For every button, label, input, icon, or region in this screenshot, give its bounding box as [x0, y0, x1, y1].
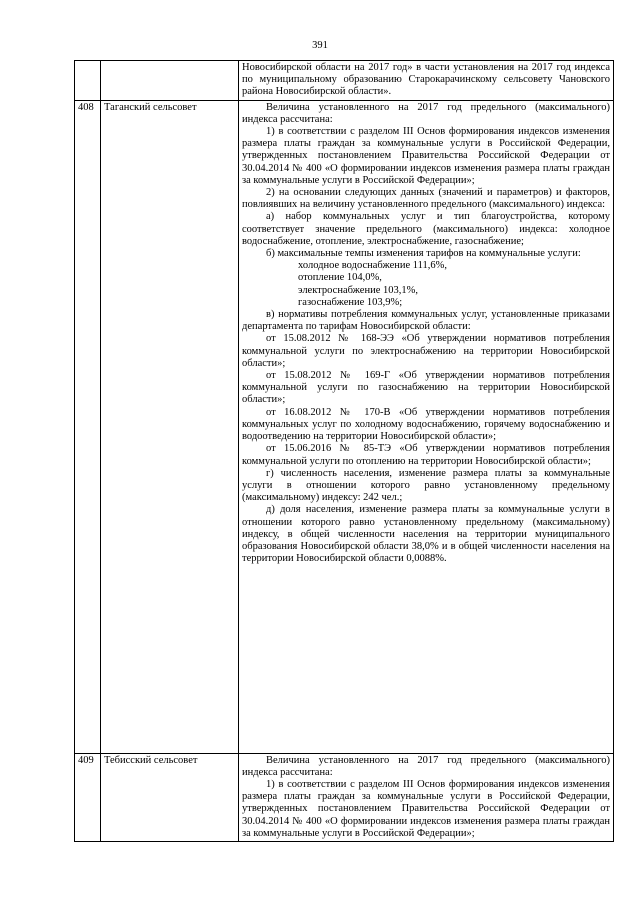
paragraph: б) максимальные темпы изменения тарифов на коммунальные услуги: — [266, 248, 581, 260]
page-number: 391 — [312, 40, 328, 51]
paragraph: д) доля населения, изменение размера платы за коммунальные услуги в отношении которого равно установленному предельному (максимальному) индексу, в общей численности населения на территории муниципального образования Новосибирской области 38,0% и в общей численности населения на территории Новосибирской области 0,0088%. — [242, 504, 610, 565]
paragraph: 2) на основании следующих данных (значений и параметров) и факторов, повлиявших на величину установленного предельного (максимального) индекса: — [242, 187, 610, 211]
table-row — [75, 753, 614, 841]
tariff-line: отопление 104,0%, — [298, 272, 382, 284]
paragraph: г) численность населения, изменение размера платы за коммунальные услуги в отношении которого равно установленному предельному (максимальному) индексу: 242 чел.; — [242, 467, 610, 504]
continuation-text: Новосибирской области на 2017 год» в части установления на 2017 год индекса по муниципальному образованию Старокарачинскому сельсовету Чановского района Новосибирской области». — [242, 62, 610, 98]
paragraph: Величина установленного на 2017 год предельного (максимального) индекса рассчитана: — [242, 754, 610, 778]
row-number-cell — [75, 61, 101, 101]
municipality-name: Тебисский сельсовет — [101, 753, 239, 841]
table-row — [75, 61, 614, 101]
paragraph: 1) в соответствии с разделом III Основ формирования индексов изменения размера платы граждан за коммунальные услуги в Российской Федерации, утвержденных постановлением Правительства Российской Федерации от 30.04.2014 № 400 «О формировании индексов изменения размера платы граждан за коммунальные услуги в Российской Федерации»; — [242, 779, 610, 839]
municipality-name: Таганский сельсовет — [101, 100, 239, 753]
table-row — [75, 100, 614, 753]
paragraph: а) набор коммунальных услуг и тип благоустройства, которому соответствует значение предельного (максимального) индекса: холодное водоснабжение, отопление, электроснабжение, газоснабжение; — [242, 211, 610, 247]
paragraph: от 15.08.2012 № 168-ЭЭ «Об утверждении нормативов потребления коммунальной услуги по электроснабжению на территории Новосибирской области»; — [242, 333, 610, 369]
paragraph: от 16.08.2012 № 170-В «Об утверждении нормативов потребления коммунальных услуг по холодному водоснабжению, горячему водоснабжению и водоотведению на территории Новосибирской области»; — [242, 406, 610, 443]
municipality-cell — [101, 61, 239, 101]
description-cell — [239, 753, 614, 841]
row-number: 409 — [75, 753, 101, 841]
paragraph: от 15.08.2012 № 169-Г «Об утверждении нормативов потребления коммунальной услуги по газоснабжению на территории Новосибирской области»; — [242, 370, 610, 406]
index-table — [74, 60, 614, 842]
paragraph: 1) в соответствии с разделом III Основ формирования индексов изменения размера платы граждан за коммунальные услуги в Российской Федерации, утвержденных постановлением Правительства Российской Федерации от 30.04.2014 № 400 «О формировании индексов изменения размера платы граждан за коммунальные услуги в Российской Федерации»; — [242, 126, 610, 186]
tariff-line: холодное водоснабжение 111,6%, — [298, 260, 447, 272]
paragraph: Величина установленного на 2017 год предельного (максимального) индекса рассчитана: — [242, 101, 610, 125]
description-cell — [239, 61, 614, 101]
tariff-line: электроснабжение 103,1%, — [298, 284, 418, 296]
paragraph: от 15.06.2016 № 85-ТЭ «Об утверждении нормативов потребления коммунальной услуги по отоплению на территории Новосибирской области»; — [242, 443, 610, 467]
tariff-line: газоснабжение 103,9%; — [298, 296, 403, 308]
description-cell — [239, 100, 614, 753]
row-number: 408 — [75, 100, 101, 753]
paragraph: в) нормативы потребления коммунальных услуг, установленные приказами департамента по тарифам Новосибирской области: — [242, 309, 610, 333]
